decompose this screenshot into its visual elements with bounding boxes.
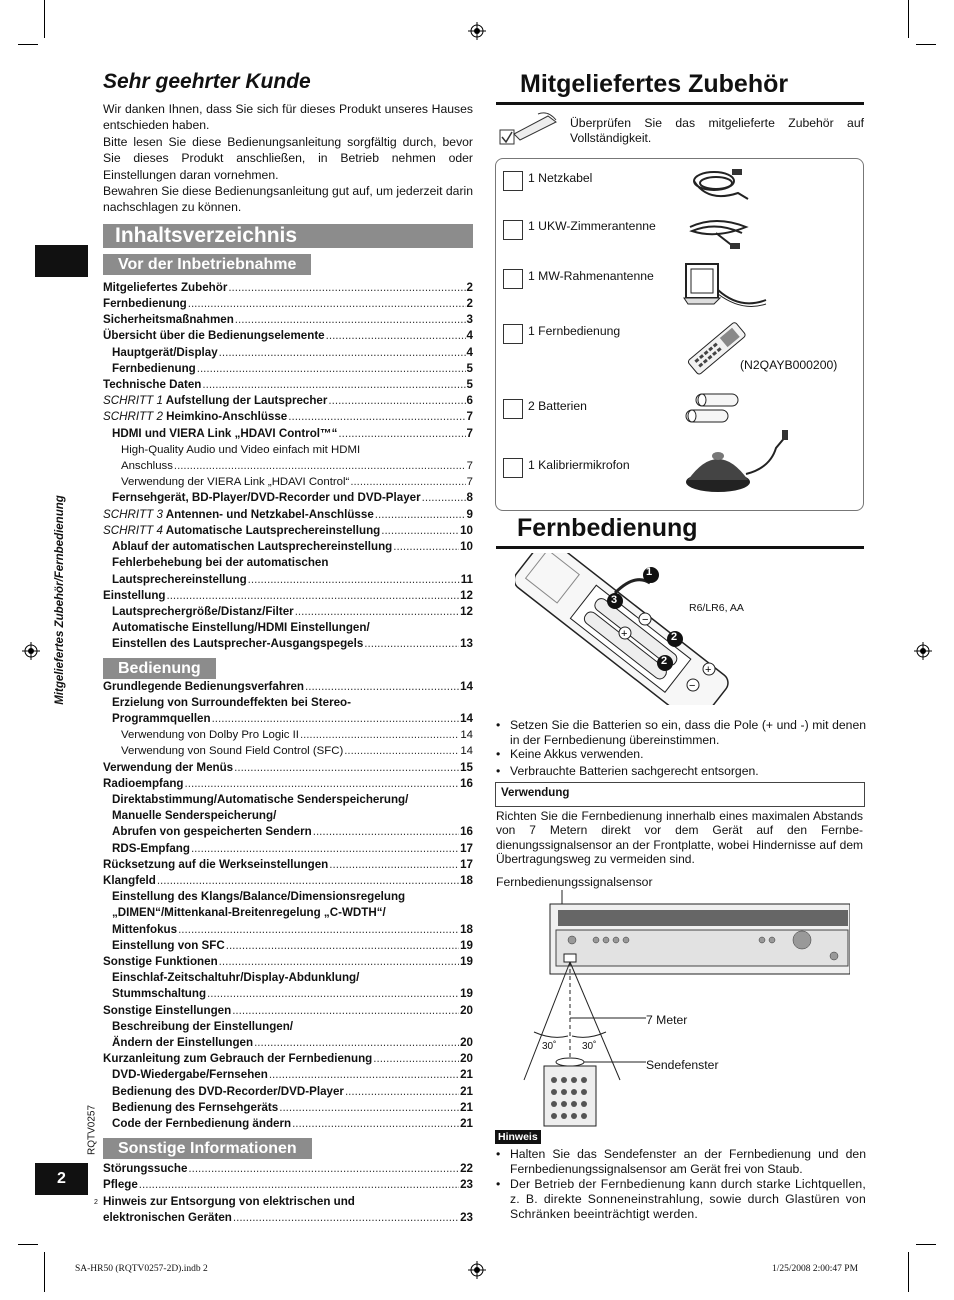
- toc-entry: Bedienung des Fernsehgeräts ..... 21: [103, 1100, 473, 1116]
- batteries-icon: [682, 390, 742, 430]
- intro-paragraph: Wir danken Ihnen, dass Sie sich für dieses Produkt unseres Hauses entschieden haben.: [103, 102, 473, 133]
- toc-entry: Sonstige Einstellungen ..... 20: [103, 1003, 473, 1019]
- intro-paragraph: Bitte lesen Sie diese Bedienungsanleitung sorgfältig durch, bevor Sie dieses Produkt anschließen, in Betrieb nehmen oder Einstellungen daran vornehmen.: [103, 134, 473, 182]
- crop-mark: [44, 0, 45, 38]
- usage-text: Richten Sie die Fernbedienung innerhalb eines maximalen Abstands von 7 Metern direkt vor dem Gerät auf den Fernbe-dienungssignalsensor an der Frontplatte, wobei Hindernisse auf dem Übertragungsweg zu vermeiden sind.: [496, 809, 863, 867]
- bullet-item: • Setzen Sie die Batterien so ein, dass die Pole (+ und -) mit denen in der Fernbedienung übereinstimmen.: [496, 718, 866, 747]
- toc-entry: Einstellung von SFC ..... 19: [103, 938, 473, 954]
- toc-heading: Inhaltsverzeichnis: [103, 224, 473, 248]
- bullet-item: • Der Betrieb der Fernbedienung kann durch starke Lichtquellen, z. B. direkte Sonneneinstrahlung, sowie durch Glastüren von Schränken beeinträchtigt werden.: [496, 1177, 866, 1221]
- small-page-number: 2: [94, 1199, 98, 1206]
- toc-entry: Einstellen des Lautsprecher-Ausgangspegels ..... 13: [103, 636, 473, 652]
- crop-mark: [916, 44, 936, 45]
- svg-text:+: +: [621, 628, 628, 640]
- toc-entry: Pflege ..... 23: [103, 1177, 473, 1193]
- check-instruction: Überprüfen Sie das mitgelieferte Zubehör auf Vollständigkeit.: [570, 116, 864, 145]
- toc-entry: Stummschaltung ..... 19: [103, 986, 473, 1002]
- toc-entry: Mitgeliefertes Zubehör ..... 2: [103, 280, 473, 296]
- bullet-item: • Keine Akkus verwenden.: [496, 747, 644, 761]
- usage-box: [495, 782, 865, 807]
- accessory-label: 1 Kalibriermikrofon: [528, 458, 630, 472]
- distance-label: 7 Meter: [646, 1013, 688, 1027]
- svg-text:−: −: [642, 614, 649, 626]
- checkbox: [503, 171, 523, 191]
- toc-entry: Einschlaf-Zeitschaltuhr/Display-Abdunklung/: [112, 971, 360, 985]
- checkbox: [503, 269, 523, 289]
- toc-entry: SCHRITT 1 Aufstellung der Lautsprecher ..... 6: [103, 393, 473, 409]
- sensor-label: Fernbedienungssignalsensor: [496, 875, 653, 889]
- toc-entry: Lautsprechereinstellung ..... 11: [103, 572, 473, 588]
- toc-entry: Verwendung der VIERA Link „HDAVI Control“ ..... 7: [103, 474, 473, 490]
- checkbox: [503, 220, 523, 240]
- toc-section-label: Vor der Inbetriebnahme: [103, 254, 311, 275]
- crop-mark: [18, 1244, 38, 1245]
- toc-entry: Fernsehgerät, BD-Player/DVD-Recorder und DVD-Player ..... 8: [103, 490, 473, 506]
- toc-entry: Abrufen von gespeicherten Sendern ..... 16: [103, 824, 473, 840]
- checkbox: [503, 458, 523, 478]
- toc-entry: Kurzanleitung zum Gebrauch der Fernbedienung ..... 20: [103, 1051, 473, 1067]
- toc-entry: Verwendung von Dolby Pro Logic II ..... 14: [103, 727, 473, 743]
- toc-entry: Einstellung des Klangs/Balance/Dimensionsregelung: [112, 890, 406, 904]
- doc-code: RQTV0257: [86, 1104, 98, 1156]
- accessory-label: 1 Netzkabel: [528, 171, 593, 185]
- toc-entry: DVD-Wiedergabe/Fernsehen ..... 21: [103, 1067, 473, 1083]
- greeting-heading: Sehr geehrter Kunde: [103, 70, 311, 93]
- step-number: 1: [646, 566, 653, 578]
- toc-entry: Störungssuche ..... 22: [103, 1161, 473, 1177]
- registration-mark-icon: [914, 642, 932, 660]
- toc-section-label: Bedienung: [103, 658, 216, 679]
- step-number: 3: [611, 594, 618, 606]
- window-label: Sendefenster: [646, 1058, 719, 1072]
- footer-file: SA-HR50 (RQTV0257-2D).indb 2: [75, 1264, 208, 1274]
- power-cable-icon: [688, 163, 752, 205]
- remote-control-icon: [678, 316, 754, 382]
- crop-mark: [908, 1252, 909, 1292]
- toc-entry: Einstellung ..... 12: [103, 588, 473, 604]
- toc-entry: elektronischen Geräten ..... 23: [103, 1210, 473, 1226]
- crop-mark: [908, 0, 909, 38]
- toc-entry: SCHRITT 4 Automatische Lautsprechereinstellung ..... 10: [103, 523, 473, 539]
- accessory-label: 1 MW-Rahmenantenne: [528, 269, 654, 283]
- toc-entry: „DIMEN“/Mittenkanal-Breitenregelung „C-WDTH“/: [112, 906, 386, 920]
- svg-text:+: +: [705, 664, 712, 676]
- accessory-label: 1 UKW-Zimmerantenne: [528, 219, 656, 233]
- section-tab: [35, 245, 88, 277]
- toc-entry: Beschreibung der Einstellungen/: [112, 1019, 294, 1033]
- angle-label: 30˚: [542, 1041, 557, 1052]
- checkbox: [503, 399, 523, 419]
- toc-entry: Rücksetzung auf die Werkseinstellungen ..... 17: [103, 857, 473, 873]
- remote-heading: Fernbedienung: [517, 514, 698, 542]
- toc-entry: Mittenfokus ..... 18: [103, 922, 473, 938]
- toc-section-label: Sonstige Informationen: [103, 1138, 312, 1159]
- checkbox: [503, 324, 523, 344]
- fm-antenna-icon: [686, 213, 752, 253]
- toc-entry: HDMI und VIERA Link „HDAVI Control™“ ..... 7: [103, 426, 473, 442]
- accessories-heading: Mitgeliefertes Zubehör: [520, 70, 789, 98]
- toc-entry: Technische Daten ..... 5: [103, 377, 473, 393]
- battery-insertion-diagram: [515, 553, 730, 705]
- toc-entry: Fernbedienung ..... 5: [103, 361, 473, 377]
- crop-mark: [916, 1244, 936, 1245]
- toc-entry: Ablauf der automatischen Lautsprechereinstellung ..... 10: [103, 539, 473, 555]
- toc-entry: Klangfeld ..... 18: [103, 873, 473, 889]
- left-column: [103, 70, 473, 1226]
- toc-entry: Verwendung der Menüs ..... 15: [103, 760, 473, 776]
- remote-model-code: (N2QAYB000200): [740, 358, 838, 372]
- step-number: 2: [671, 631, 678, 643]
- toc-entry: Sicherheitsmaßnahmen ..... 3: [103, 312, 473, 328]
- toc-entry: High-Quality Audio und Video einfach mit HDMI: [121, 443, 361, 456]
- usage-label: Verwendung: [501, 787, 570, 799]
- toc-entry: SCHRITT 2 Heimkino-Anschlüsse ..... 7: [103, 409, 473, 425]
- bullet-item: • Verbrauchte Batterien sachgerecht entsorgen.: [496, 764, 759, 778]
- registration-mark-icon: [22, 642, 40, 660]
- toc-entry: Hauptgerät/Display ..... 4: [103, 345, 473, 361]
- registration-mark-icon: [468, 1261, 486, 1279]
- toc-entry: Anschluss ..... 7: [103, 458, 473, 474]
- heading-rule: [496, 546, 864, 549]
- toc-entry: Programmquellen ..... 14: [103, 711, 473, 727]
- toc-entry: Grundlegende Bedienungsverfahren ..... 14: [103, 679, 473, 695]
- am-loop-antenna-icon: [680, 260, 770, 310]
- step-number: 2: [661, 655, 668, 667]
- toc-entry: Sonstige Funktionen ..... 19: [103, 954, 473, 970]
- toc-entry: Lautsprechergröße/Distanz/Filter ..... 12: [103, 604, 473, 620]
- toc-list: [103, 280, 473, 653]
- svg-text:−: −: [689, 680, 696, 692]
- toc-entry: Bedienung des DVD-Recorder/DVD-Player ..... 21: [103, 1084, 473, 1100]
- heading-rule: [496, 102, 864, 105]
- toc-entry: Ändern der Einstellungen ..... 20: [103, 1035, 473, 1051]
- toc-list: [103, 679, 473, 1133]
- intro-text: [103, 101, 473, 216]
- registration-mark-icon: [468, 22, 486, 40]
- toc-entry: Fehlerbehebung bei der automatischen: [112, 556, 329, 570]
- toc-entry: Radioempfang ..... 16: [103, 776, 473, 792]
- toc-entry: SCHRITT 3 Antennen- und Netzkabel-Anschlüsse ..... 9: [103, 507, 473, 523]
- toc-entry: Übersicht über die Bedienungselemente ..... 4: [103, 328, 473, 344]
- intro-paragraph: Bewahren Sie diese Bedienungsanleitung gut auf, um jederzeit darin nachschlagen zu können.: [103, 184, 473, 215]
- toc-entry: Fernbedienung ..... 2: [103, 296, 473, 312]
- toc-entry: Direktabstimmung/Automatische Senderspeicherung/: [112, 792, 409, 806]
- toc-entry: Automatische Einstellung/HDMI Einstellungen/: [112, 621, 370, 635]
- bullet-item: • Halten Sie das Sendefenster an der Fernbedienung und den Fernbedienungssignalsensor am Gerät frei von Staub.: [496, 1147, 866, 1176]
- page-number: 2: [35, 1163, 88, 1195]
- accessory-label: 2 Batterien: [528, 399, 587, 413]
- crop-mark: [18, 44, 38, 45]
- toc-list: [103, 1161, 473, 1226]
- side-section-label: Mitgeliefertes Zubehör/Fernbedienung: [54, 495, 66, 705]
- toc-entry: Verwendung von Sound Field Control (SFC) ..... 14: [103, 743, 473, 759]
- toc-entry: Code der Fernbedienung ändern ..... 21: [103, 1116, 473, 1132]
- footer-timestamp: 1/25/2008 2:00:47 PM: [772, 1264, 859, 1274]
- calibration-microphone-icon: [680, 428, 800, 496]
- checklist-pen-icon: [498, 112, 560, 152]
- angle-label: 30˚: [582, 1041, 597, 1052]
- battery-type-label: R6/LR6, AA: [689, 602, 744, 614]
- toc-entry: Erzielung von Surroundeffekten bei Stereo-: [112, 695, 351, 709]
- remote-range-diagram: [510, 890, 850, 1130]
- accessory-label: 1 Fernbedienung: [528, 324, 621, 338]
- toc-entry: RDS-Empfang ..... 17: [103, 841, 473, 857]
- toc-entry: Hinweis zur Entsorgung von elektrischen und: [103, 1194, 355, 1208]
- note-label: Hinweis: [495, 1130, 541, 1144]
- crop-mark: [44, 1252, 45, 1292]
- toc-entry: Manuelle Senderspeicherung/: [112, 809, 277, 823]
